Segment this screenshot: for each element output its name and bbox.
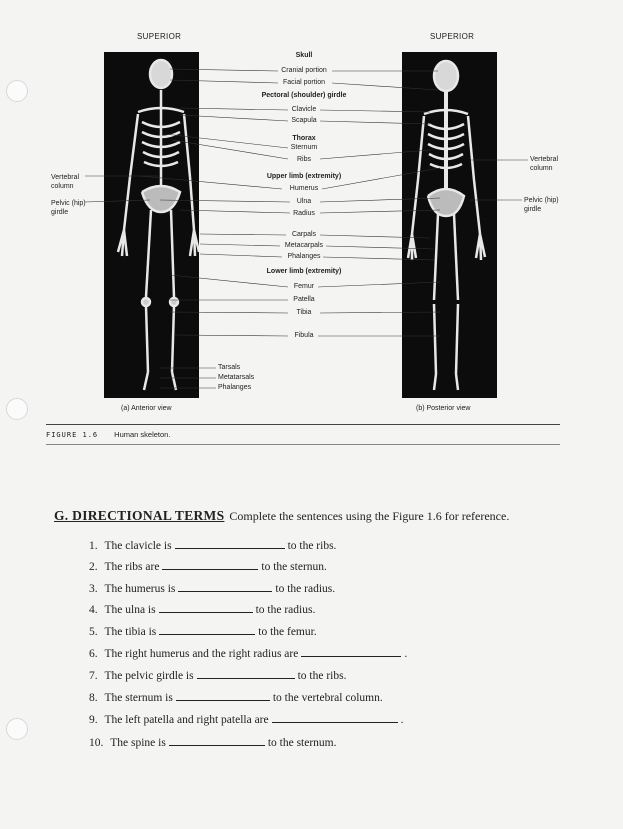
question-text: The tibia is bbox=[104, 626, 157, 638]
label-thorax: Thorax bbox=[292, 135, 316, 142]
answer-blank[interactable] bbox=[159, 602, 253, 613]
question-text-after: to the radius. bbox=[255, 604, 316, 616]
label-clavicle: Clavicle bbox=[291, 106, 317, 113]
question-number: 1. bbox=[89, 540, 101, 552]
label-fibula: Fibula bbox=[294, 332, 314, 339]
answer-blank[interactable] bbox=[272, 712, 398, 723]
label-femur: Femur bbox=[293, 283, 315, 290]
figure-number: FIGURE 1.6 bbox=[46, 431, 99, 439]
question-text-after: to the sternum. bbox=[267, 737, 337, 749]
figure-rule-top bbox=[46, 424, 560, 425]
answer-blank[interactable] bbox=[159, 624, 255, 635]
question-number: 3. bbox=[89, 583, 101, 595]
caption-anterior: (a) Anterior view bbox=[121, 405, 172, 412]
label-vertebral-column-left: Vertebral column bbox=[51, 174, 80, 190]
label-tibia: Tibia bbox=[296, 309, 312, 316]
label-pelvic-girdle-left: Pelvic (hip) girdle bbox=[51, 200, 86, 216]
question-number: 7. bbox=[89, 670, 101, 682]
figure-rule-bottom bbox=[46, 444, 560, 445]
question-number: 10. bbox=[89, 737, 107, 749]
question-text-after: to the vertebral column. bbox=[272, 692, 383, 704]
answer-blank[interactable] bbox=[175, 538, 285, 549]
answer-blank[interactable] bbox=[301, 646, 401, 657]
label-metacarpals: Metacarpals bbox=[284, 242, 324, 249]
question-text-after: to the ribs. bbox=[297, 670, 347, 682]
label-skull: Skull bbox=[295, 52, 313, 59]
label-pectoral-shoulder-girdle: Pectoral (shoulder) girdle bbox=[261, 92, 347, 99]
superior-label-left: SUPERIOR bbox=[137, 32, 182, 41]
question-text: The ulna is bbox=[104, 604, 156, 616]
question-number: 2. bbox=[89, 561, 101, 573]
label-lower-limb-extremity: Lower limb (extremity) bbox=[266, 268, 342, 275]
question-text-after: to the femur. bbox=[258, 626, 317, 638]
label-pelvic-girdle-right: Pelvic (hip) girdle bbox=[524, 197, 559, 213]
label-carpals: Carpals bbox=[291, 231, 317, 238]
label-patella: Patella bbox=[293, 296, 315, 303]
question-item bbox=[89, 624, 317, 638]
question-item bbox=[89, 712, 404, 726]
label-cranial-portion: Cranial portion bbox=[281, 67, 327, 74]
label-vertebral-column-right: Vertebral column bbox=[530, 156, 559, 172]
question-text: The left patella and right patella are bbox=[104, 714, 269, 726]
question-text-after: to the sternun. bbox=[261, 561, 327, 573]
question-item bbox=[89, 690, 383, 704]
figure-caption bbox=[46, 430, 170, 439]
question-text: The clavicle is bbox=[104, 540, 172, 552]
question-text: The sternum is bbox=[104, 692, 173, 704]
figure-title: Human skeleton. bbox=[114, 430, 171, 439]
label-ulna: Ulna bbox=[296, 198, 312, 205]
label-tarsals: Tarsals bbox=[218, 364, 241, 371]
label-scapula: Scapula bbox=[291, 117, 317, 124]
answer-blank[interactable] bbox=[169, 735, 265, 746]
superior-label-right: SUPERIOR bbox=[430, 32, 475, 41]
label-ribs: Ribs bbox=[296, 156, 312, 163]
question-text-after: . bbox=[400, 714, 404, 726]
section-instructions: Complete the sentences using the Figure 1.6 for reference. bbox=[229, 509, 510, 523]
question-text: The right humerus and the right radius are bbox=[104, 648, 299, 660]
question-item bbox=[89, 559, 327, 573]
question-number: 6. bbox=[89, 648, 101, 660]
label-upper-limb-extremity: Upper limb (extremity) bbox=[266, 173, 342, 180]
answer-blank[interactable] bbox=[197, 668, 295, 679]
label-phalanges: Phalanges bbox=[287, 253, 321, 260]
label-sternum: Sternum bbox=[290, 144, 318, 151]
question-item bbox=[89, 646, 407, 660]
question-text: The spine is bbox=[110, 737, 166, 749]
question-text-after: to the ribs. bbox=[287, 540, 337, 552]
label-foot-phalanges: Phalanges bbox=[218, 384, 252, 391]
label-radius: Radius bbox=[293, 210, 315, 217]
question-number: 8. bbox=[89, 692, 101, 704]
answer-blank[interactable] bbox=[178, 581, 272, 592]
section-heading bbox=[54, 508, 509, 524]
question-item bbox=[89, 538, 336, 552]
answer-blank[interactable] bbox=[162, 559, 258, 570]
question-number: 4. bbox=[89, 604, 101, 616]
label-humerus: Humerus bbox=[289, 185, 319, 192]
label-facial-portion: Facial portion bbox=[282, 79, 326, 86]
question-number: 5. bbox=[89, 626, 101, 638]
question-item bbox=[89, 581, 335, 595]
question-text: The humerus is bbox=[104, 583, 176, 595]
question-number: 9. bbox=[89, 714, 101, 726]
label-metatarsals: Metatarsals bbox=[218, 374, 255, 381]
question-text-after: . bbox=[404, 648, 408, 660]
question-text: The ribs are bbox=[104, 561, 160, 573]
question-item bbox=[89, 668, 346, 682]
question-text: The pelvic girdle is bbox=[104, 670, 194, 682]
section-title: G. DIRECTIONAL TERMS bbox=[54, 508, 225, 523]
question-text-after: to the radius. bbox=[275, 583, 336, 595]
answer-blank[interactable] bbox=[176, 690, 270, 701]
question-item bbox=[89, 602, 315, 616]
caption-posterior: (b) Posterior view bbox=[416, 405, 471, 412]
question-item bbox=[89, 735, 337, 749]
